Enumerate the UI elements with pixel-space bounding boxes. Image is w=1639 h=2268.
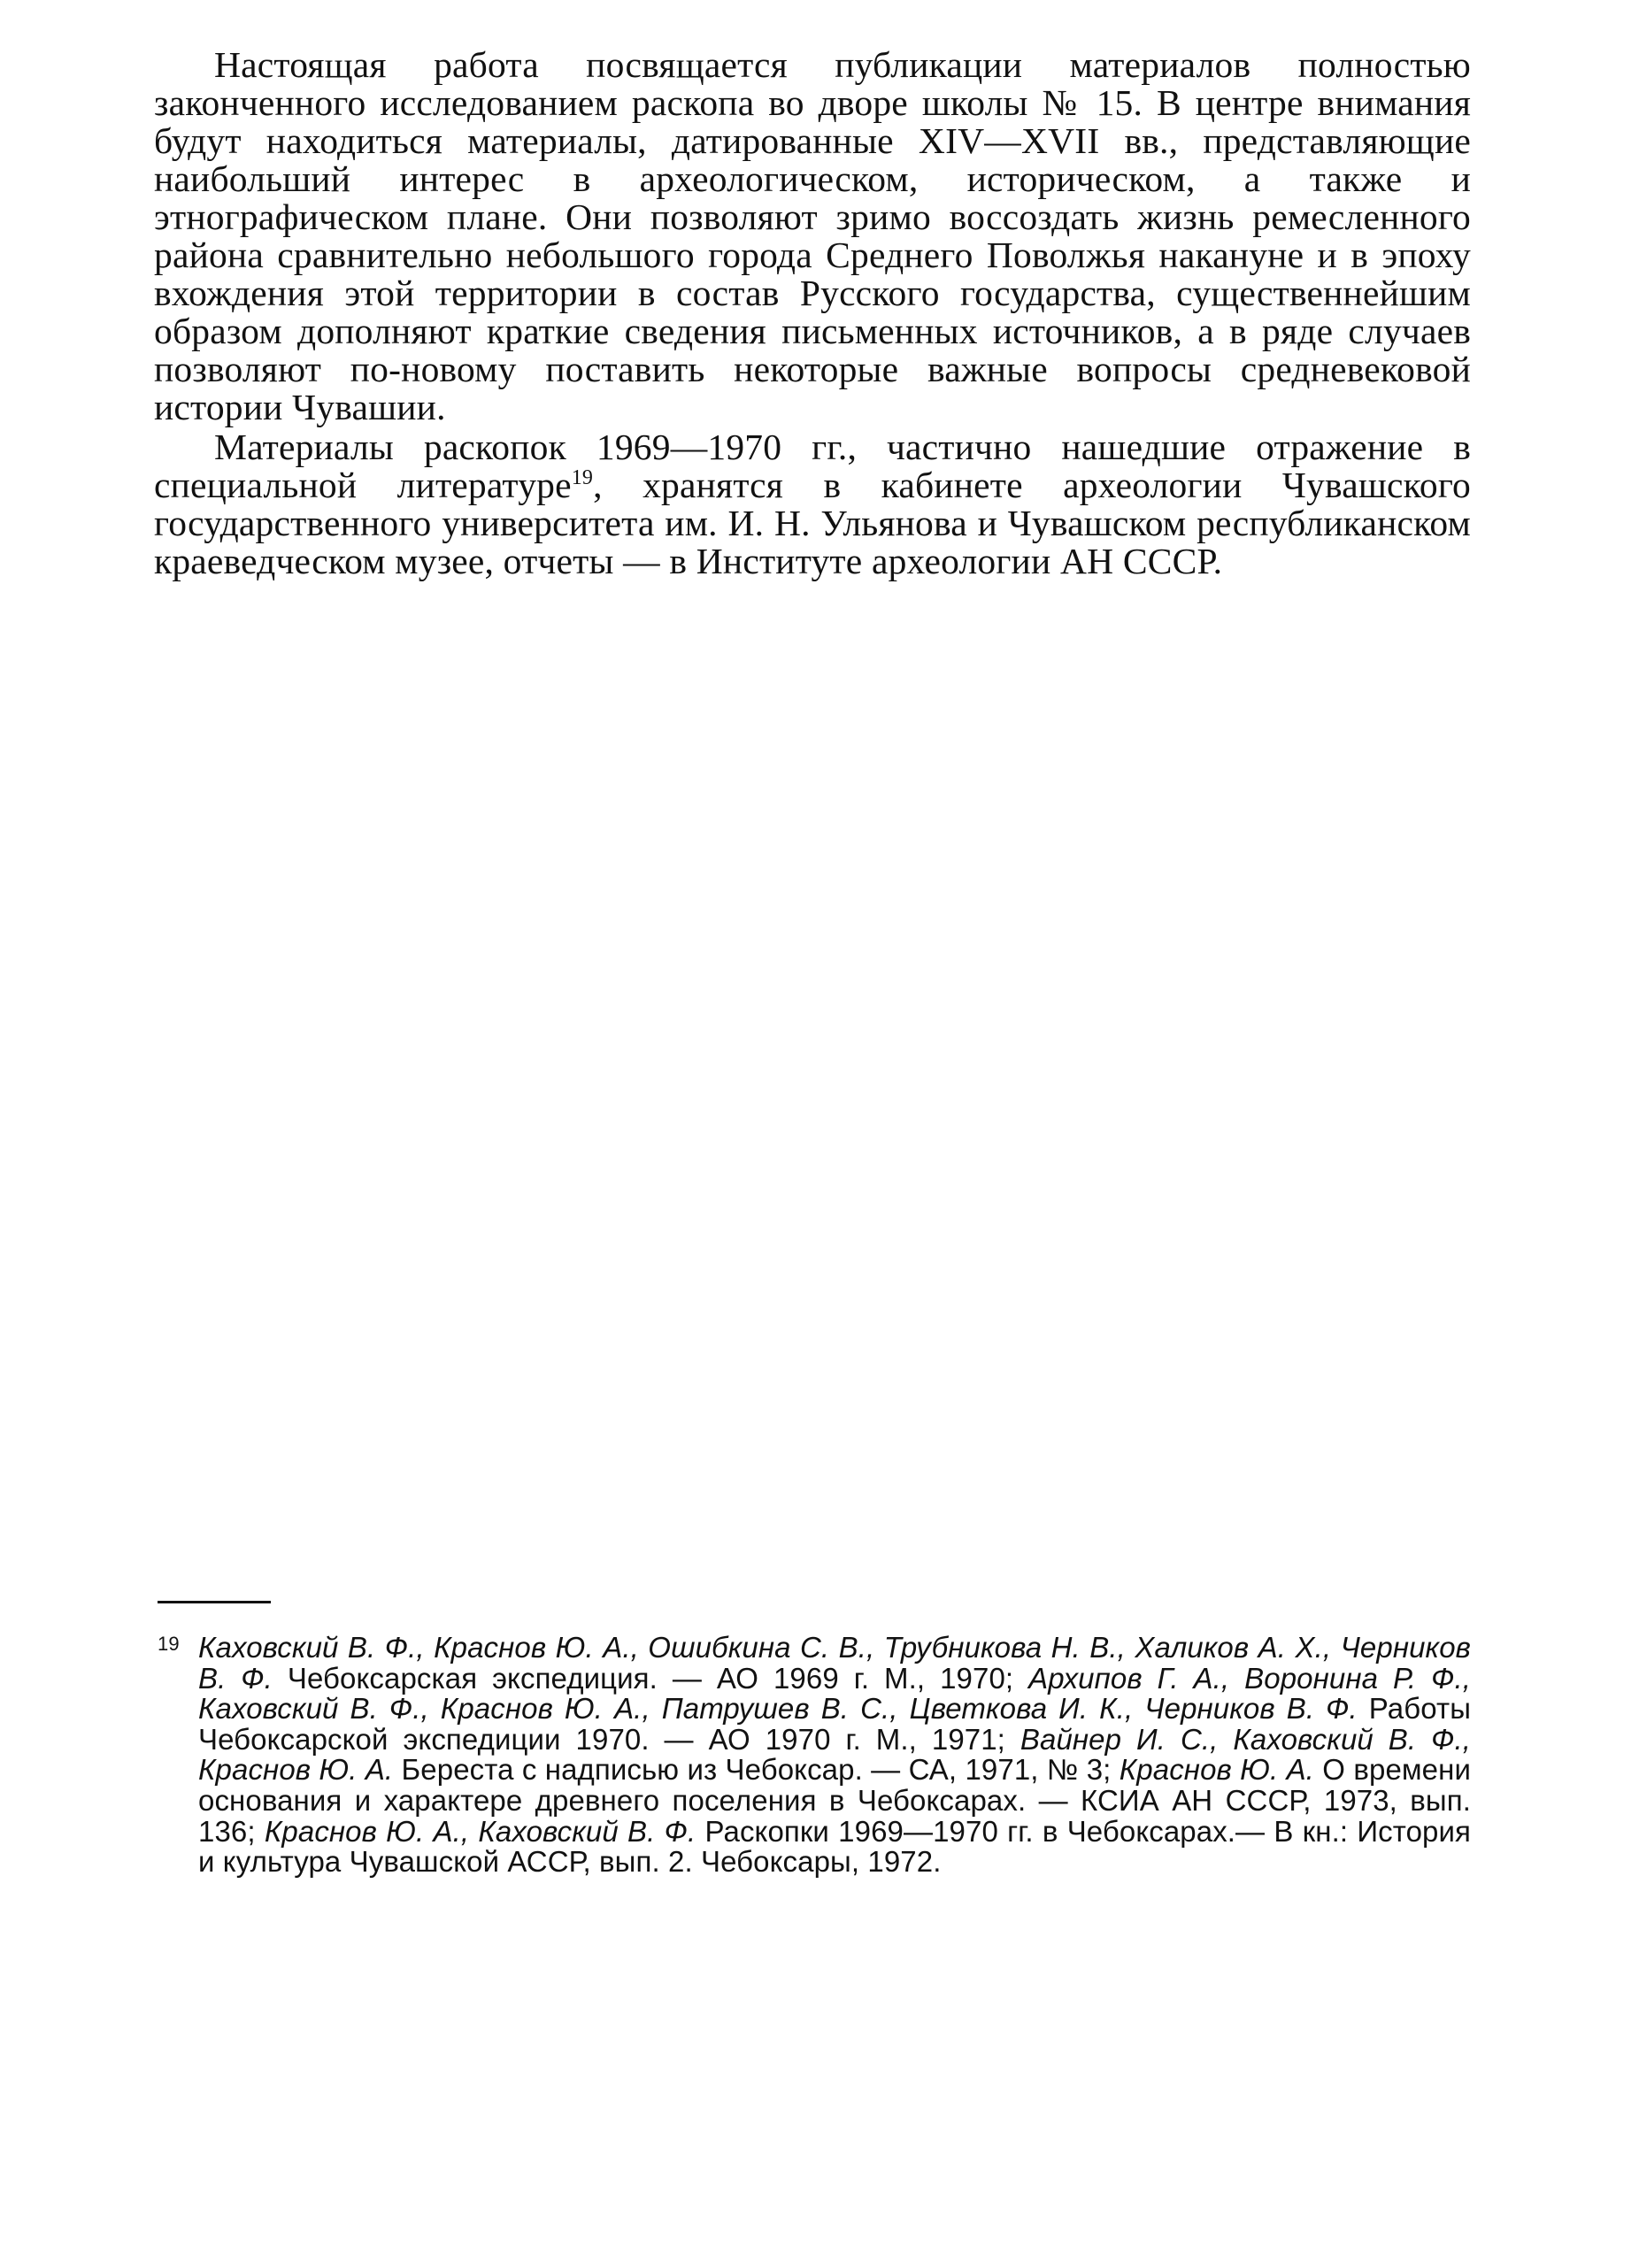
paragraph-2 [154,428,1471,580]
footnote-19 [154,1633,1471,1878]
footnote-citation-1: Чебоксарская экспедиция. — АО 1969 г. М., 1970; [272,1661,1029,1695]
footnote-citation-3: Береста с надписью из Чебоксар. — СА, 1971, № 3; [393,1753,1120,1787]
paragraph-2-text-end: , хранятся в кабинете археологии Чувашского государственного университета им. И. Н. Ульянова и Чувашском республиканском краеведческом музее, отчеты — в Институте археологии АН СССР. [154,465,1471,581]
footnote-citation-4: О времени основания и характере древнего поселения в Чебоксарах. — КСИА АН СССР, 1973, вып. 136; [198,1753,1471,1848]
footnote-number: 19 [158,1633,180,1655]
footnote-citation-2: Работы Чебоксарской экспедиции 1970. — АО 1970 г. М., 1971; [198,1692,1472,1756]
paragraph-2-text-start: Материалы раскопок 1969—1970 гг., частично нашедшие отражение в специальной литературе [154,427,1471,505]
footnote-authors-2: Архипов Г. А., Воронина Р. Ф., Каховский В. Ф., Краснов Ю. А., Патрушев В. С., Цветкова И. К., Черников В. Ф. [198,1661,1471,1726]
footnote-authors-1: Каховский В. Ф., Краснов Ю. А., Ошибкина С. В., Трубникова Н. В., Халиков А. Х., Черников В. Ф. [198,1631,1471,1695]
footnote-reference-19[interactable]: 19 [571,466,594,490]
footnote-separator-rule [158,1601,271,1603]
footnote-citation-5: Раскопки 1969—1970 гг. в Чебоксарах.— В кн.: История и культура Чувашской АССР, вып. 2. Чебоксары, 1972. [198,1814,1471,1879]
paragraph-1: Настоящая работа посвящается публикации материалов полностью законченного исследованием раскопа во дворе школы № 15. В центре внимания будут находиться материалы, датированные XIV—XVII вв., представляющие наибольший интерес в археологическом, историческом, а также и этнографическом плане. Они позволяют зримо воссоздать жизнь ремесленного района сравнительно небольшого города Среднего Поволжья накануне и в эпоху вхождения этой территории в состав Русского государства, существеннейшим образом дополняют краткие сведения письменных источников, а в ряде случаев позволяют по-новому поставить некоторые важные вопросы средневековой истории Чувашии. [154,44,1471,427]
footnote-authors-4: Краснов Ю. А. [1119,1753,1314,1787]
footnote-body [198,1633,1471,1878]
body-text [154,46,1471,580]
footnote-authors-3: Вайнер И. С., Каховский В. Ф., Краснов Ю. А. [198,1722,1471,1787]
footnote-authors-5: Краснов Ю. А., Каховский В. Ф. [264,1814,696,1848]
